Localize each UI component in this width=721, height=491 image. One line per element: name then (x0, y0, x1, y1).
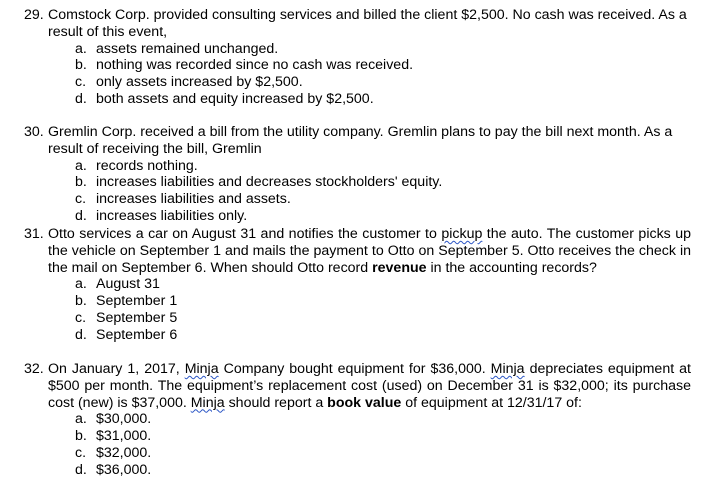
option-letter: b. (75, 174, 87, 191)
option-text: September 1 (96, 293, 178, 310)
question-text: Gremlin Corp. received a bill from the utility company. Gremlin plans to pay the bill next month. As a result of receiving the bill, Gremlin (48, 124, 673, 157)
spellcheck-word: Minja (184, 361, 219, 377)
question-number: 32. (24, 361, 44, 377)
question-text-part: in the accounting records? (426, 259, 597, 276)
question-stem (0, 226, 721, 276)
question-text-part: Otto services a car on August 31 and notifies the customer to (48, 226, 442, 242)
question-text-part: the auto. The customer picks up the vehicle on September 1 and mails the payment to Otto on September 5. Otto receives the check in the mail on September 6. When should Otto record (48, 226, 691, 276)
option-b (0, 57, 721, 74)
option-b (0, 428, 721, 445)
option-a (0, 41, 721, 58)
question-stem (0, 124, 721, 158)
option-letter: d. (75, 90, 87, 107)
option-letter: c. (75, 444, 87, 461)
spellcheck-word: pickup (441, 226, 483, 242)
question-number: 29. (24, 7, 44, 23)
option-text: increases liabilities and assets. (96, 191, 291, 208)
option-letter: a. (75, 411, 87, 428)
question-text-part: should report a (224, 394, 328, 411)
option-d (0, 208, 721, 225)
question-text-part: On January 1, 2017, (48, 361, 185, 377)
option-letter: c. (75, 191, 87, 208)
option-a (0, 411, 721, 428)
option-c (0, 191, 721, 208)
option-text: increases liabilities and decreases stockholders' equity. (96, 174, 443, 191)
option-c (0, 310, 721, 327)
option-d (0, 462, 721, 479)
bold-term: revenue (372, 259, 427, 276)
option-letter: a. (75, 276, 87, 293)
option-a (0, 158, 721, 175)
option-text: increases liabilities only. (96, 207, 248, 224)
option-text: only assets increased by $2,500. (96, 74, 303, 91)
question-29 (0, 7, 721, 108)
question-text-part: depreciates equipment at $500 per month. The equipment’s replacement cost (used) on December 31 is $32,000; its purchase cost (new) is $37,000. (48, 361, 691, 411)
option-letter: a. (75, 157, 87, 174)
option-letter: d. (75, 326, 87, 343)
question-text: Comstock Corp. provided consulting services and billed the client $2,500. No cash was received. As a result of this event, (48, 7, 687, 40)
option-letter: d. (75, 461, 87, 478)
option-text: $36,000. (96, 461, 152, 478)
question-number: 31. (24, 226, 44, 242)
option-text: September 6 (96, 326, 178, 343)
option-text: $31,000. (96, 428, 152, 445)
option-letter: a. (75, 40, 87, 57)
answer-options (0, 41, 721, 108)
option-d (0, 327, 721, 344)
question-30 (0, 124, 721, 225)
option-b (0, 174, 721, 191)
option-text: records nothing. (96, 157, 198, 174)
answer-options (0, 411, 721, 478)
question-number: 30. (24, 124, 44, 140)
option-text: $32,000. (96, 444, 152, 461)
option-letter: c. (75, 74, 87, 91)
question-32 (0, 361, 721, 479)
option-letter: b. (75, 293, 87, 310)
question-stem (0, 361, 721, 411)
option-text: September 5 (96, 309, 178, 326)
question-text-part: Company bought equipment for $36,000. (218, 361, 491, 377)
option-letter: b. (75, 428, 87, 445)
question-text-part: of equipment at 12/31/17 of: (401, 394, 582, 411)
option-text: $30,000. (96, 411, 152, 428)
option-text: assets remained unchanged. (96, 40, 279, 57)
option-text: August 31 (96, 276, 160, 293)
option-letter: b. (75, 57, 87, 74)
option-letter: d. (75, 207, 87, 224)
option-c (0, 445, 721, 462)
question-stem (0, 7, 721, 41)
option-c (0, 74, 721, 91)
option-d (0, 91, 721, 108)
option-b (0, 293, 721, 310)
spellcheck-word: Minja (490, 361, 525, 377)
option-text: both assets and equity increased by $2,500. (96, 90, 374, 107)
spellcheck-word: Minja (190, 394, 225, 411)
option-a (0, 276, 721, 293)
answer-options (0, 158, 721, 225)
option-text: nothing was recorded since no cash was received. (96, 57, 414, 74)
option-letter: c. (75, 309, 87, 326)
question-31 (0, 226, 721, 344)
bold-term: book value (327, 394, 402, 411)
answer-options (0, 276, 721, 343)
